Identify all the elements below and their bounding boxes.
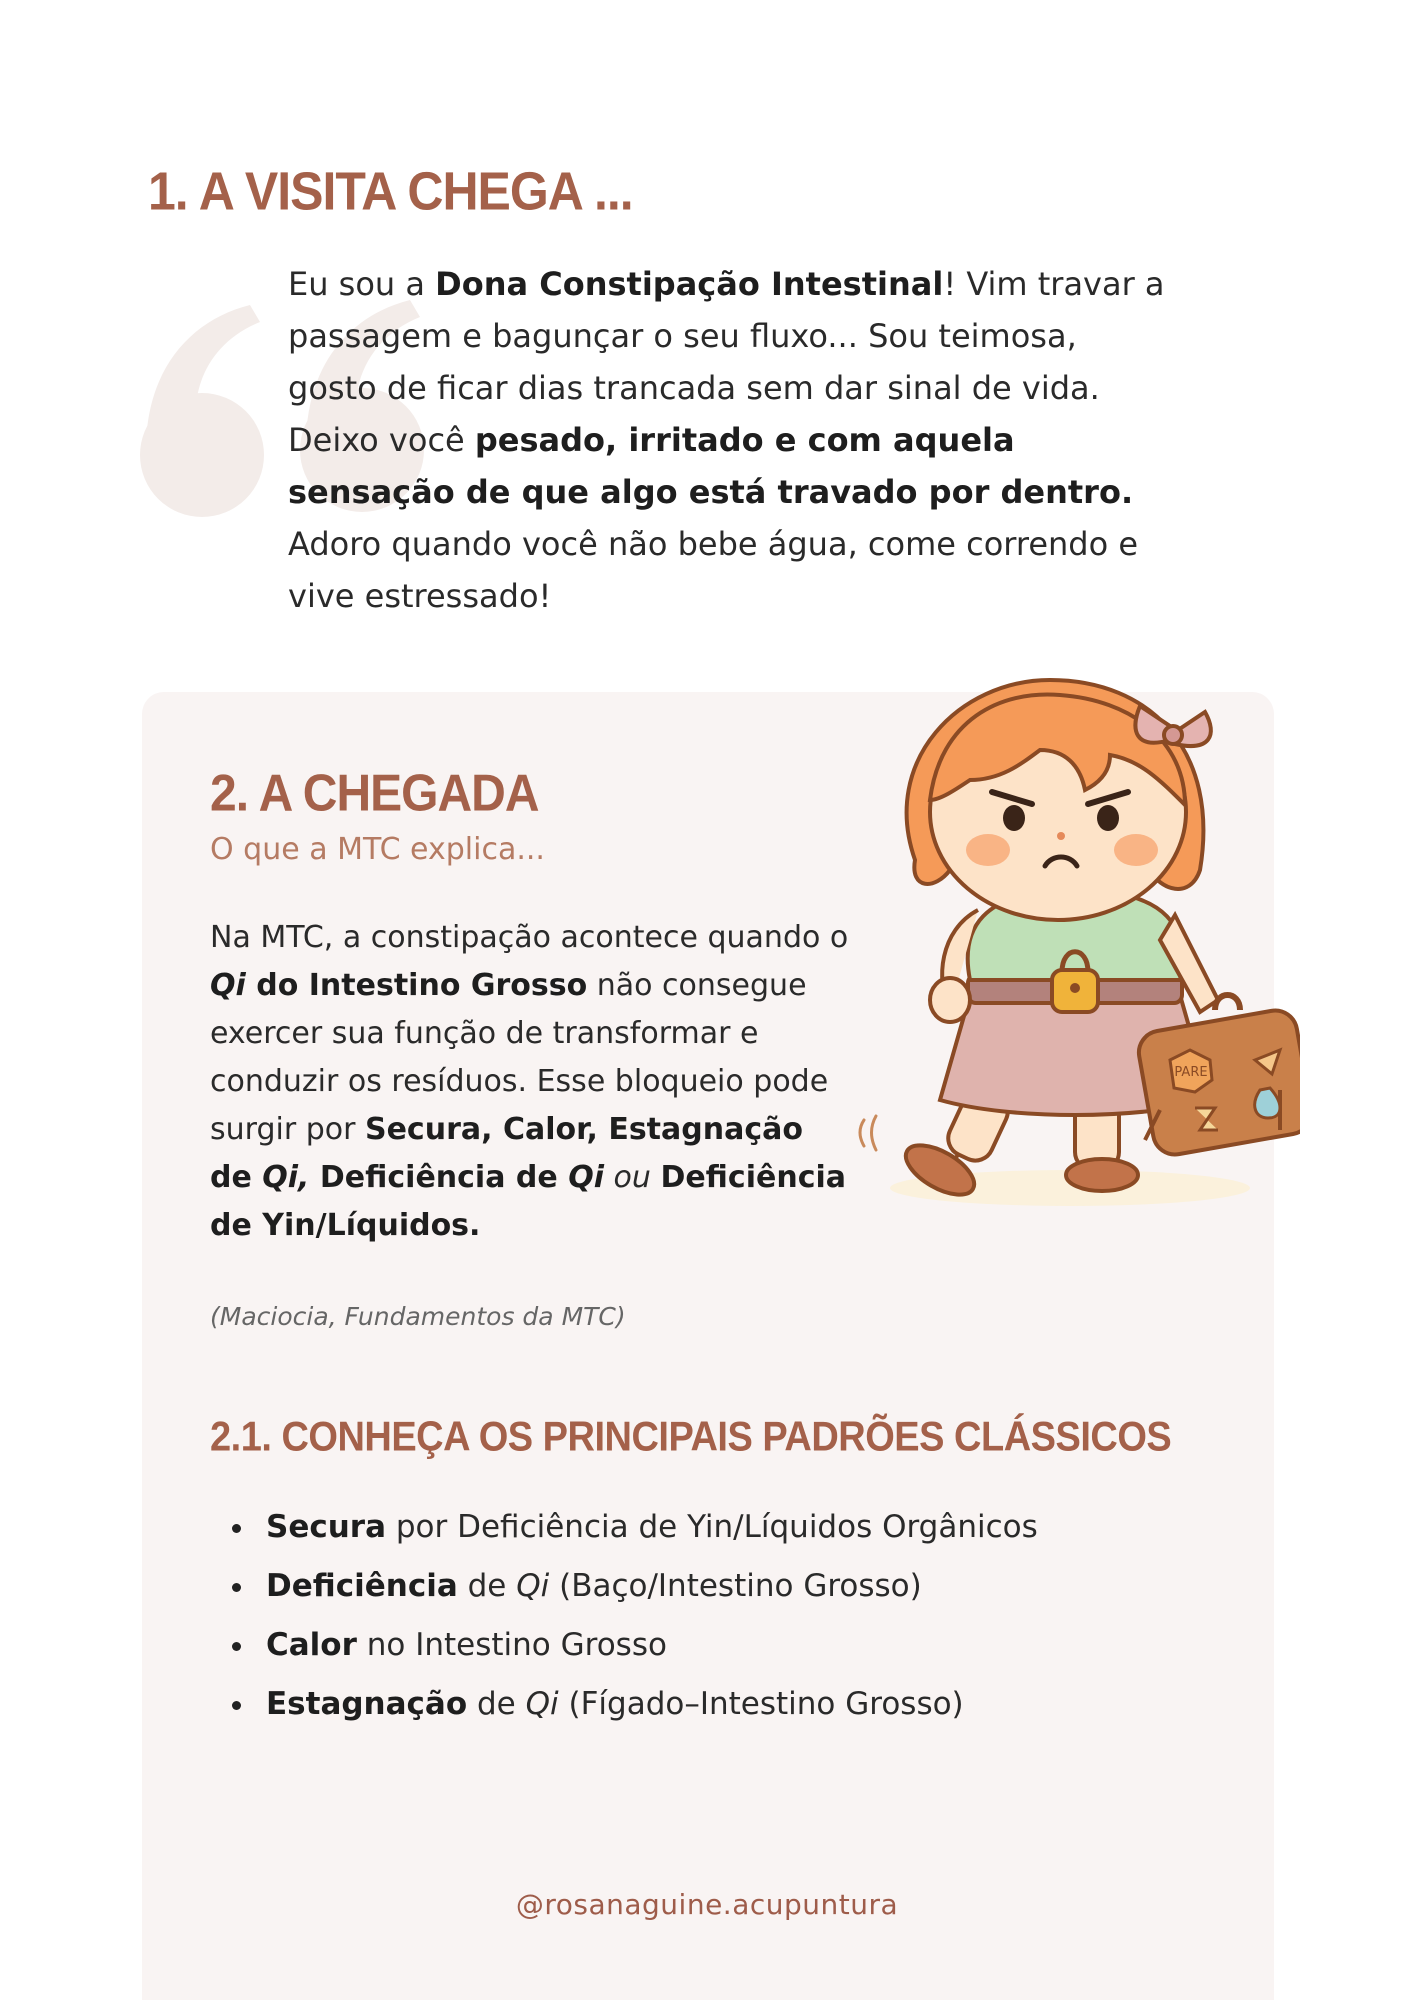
list-item: Secura por Deficiência de Yin/Líquidos Orgânicos — [232, 1498, 1232, 1557]
list-item: Calor no Intestino Grosso — [232, 1616, 1232, 1675]
patterns-list — [232, 1498, 1232, 1734]
suitcase-sticker-text: PARE — [1174, 1065, 1208, 1080]
section-2-body: Na MTC, a constipação acontece quando o Qi do Intestino Grosso não consegue exercer sua função de transformar e conduzir os resíduos. Esse bloqueio pode surgir por Secura, Calor, Estagnação de Qi, Deficiência de Qi ou Deficiência de Yin/Líquidos. — [210, 920, 849, 1243]
quote-character-name: Dona Constipação Intestinal — [435, 265, 944, 303]
section-2-title: 2. A CHEGADA — [210, 765, 539, 823]
quote-text: Eu sou a Dona Constipação Intestinal! Vim travar a passagem e bagunçar o seu fluxo... Sou teimosa, gosto de ficar dias trancada sem dar sinal de vida. Deixo você pesado, irritado e com aquela sensação de que algo está travado por dentro. Adoro quando você não bebe água, come correndo e vive estressado! — [288, 265, 1165, 615]
citation: (Maciocia, Fundamentos da MTC) — [210, 1302, 626, 1331]
section-2-1-title: 2.1. CONHEÇA OS PRINCIPAIS PADRÕES CLÁSSICOS — [210, 1414, 1172, 1461]
list-item: Deficiência de Qi (Baço/Intestino Grosso) — [232, 1557, 1232, 1616]
list-item: Estagnação de Qi (Fígado–Intestino Grosso) — [232, 1675, 1232, 1734]
angry-girl-with-suitcase-icon — [840, 640, 1300, 1220]
quote-emphasis: pesado, irritado e com aquela sensação de que algo está travado por dentro. — [288, 421, 1134, 511]
section-1-title: 1. A VISITA CHEGA ... — [148, 161, 633, 222]
section-2-subtitle: O que a MTC explica... — [210, 832, 545, 867]
social-handle: @rosanaguine.acupuntura — [515, 1888, 899, 1921]
